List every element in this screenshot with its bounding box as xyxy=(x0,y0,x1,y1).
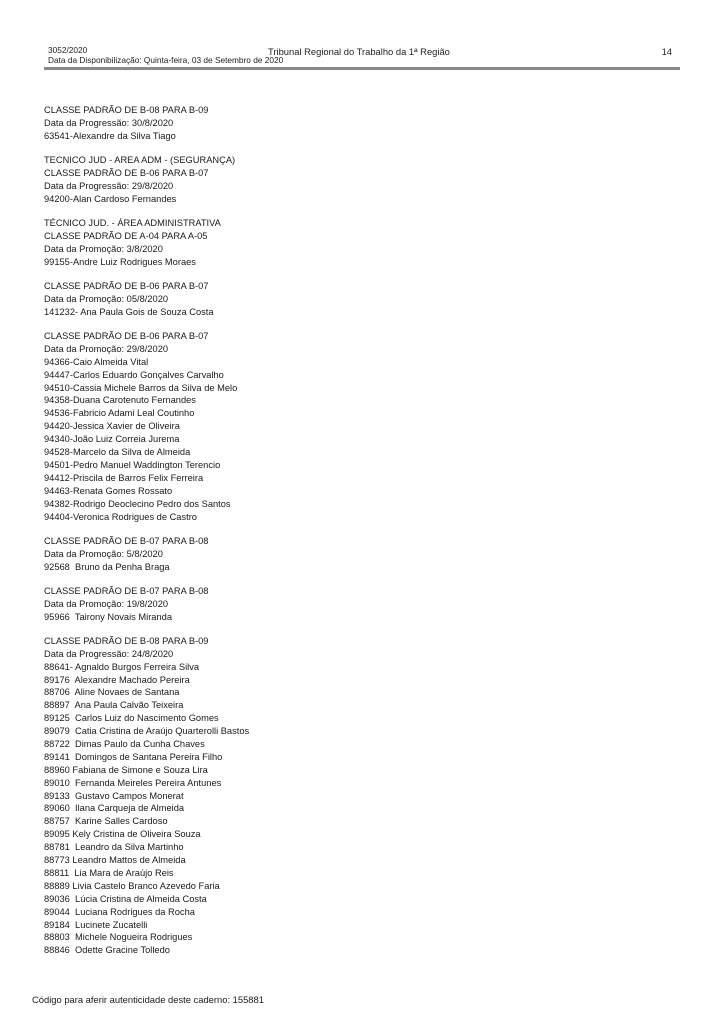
act-block xyxy=(44,635,644,957)
act-line: 94404-Veronica Rodrigues de Castro xyxy=(44,511,197,522)
court-name: Tribunal Regional do Trabalho da 1ª Região xyxy=(268,46,450,57)
act-block xyxy=(44,535,644,574)
act-line: Data da Promoção: 29/8/2020 xyxy=(44,343,169,354)
act-heading: TECNICO JUD - AREA ADM - (SEGURANÇA) xyxy=(44,155,236,166)
act-line: Data da Progressão: 30/8/2020 xyxy=(44,117,174,128)
act-block xyxy=(44,154,644,206)
act-line: Data da Promoção: 19/8/2020 xyxy=(44,598,169,609)
act-line: 92568 Bruno da Penha Braga xyxy=(44,561,170,572)
act-block xyxy=(44,585,644,624)
auth-code-footer: Código para aferir autenticidade deste caderno: 155881 xyxy=(32,994,264,1005)
act-line: 94463-Renata Gomes Rossato xyxy=(44,485,173,496)
act-block xyxy=(44,217,644,269)
act-line: 94412-Priscila de Barros Felix Ferreira xyxy=(44,472,204,483)
act-line: 99155-Andre Luiz Rodrigues Moraes xyxy=(44,256,196,267)
availability-date: Data da Disponibilização: Quinta-feira, 03 de Setembro de 2020 xyxy=(48,54,284,65)
act-line: 89176 Alexandre Machado Pereira xyxy=(44,674,190,685)
act-line: 94447-Carlos Eduardo Gonçalves Carvalho xyxy=(44,369,224,380)
act-line: 94382-Rodrigo Deoclecino Pedro dos Santos xyxy=(44,498,231,509)
act-line: 89079 Catia Cristina de Araújo Quarterolli Bastos xyxy=(44,726,250,737)
act-line: 89095 Kely Cristina de Oliveira Souza xyxy=(44,829,201,840)
act-line: Data da Progressão: 29/8/2020 xyxy=(44,180,174,191)
act-line: 94510-Cassia Michele Barros da Silva de Melo xyxy=(44,382,238,393)
act-line: 88960 Fabiana de Simone e Souza Lira xyxy=(44,764,208,775)
act-line: 94200-Alan Cardoso Fernandes xyxy=(44,193,177,204)
act-heading: CLASSE PADRÃO DE B-07 PARA B-08 xyxy=(44,535,209,546)
header-meta xyxy=(48,46,283,65)
act-line: CLASSE PADRÃO DE B-06 PARA B-07 xyxy=(44,167,209,178)
edition-number: 3052/2020 xyxy=(48,45,88,55)
act-line: 89044 Luciana Rodrigues da Rocha xyxy=(44,906,195,917)
act-line: 89036 Lúcia Cristina de Almeida Costa xyxy=(44,893,207,904)
document-body xyxy=(44,104,644,969)
act-line: 89125 Carlos Luiz do Nascimento Gomes xyxy=(44,713,219,724)
page-number: 14 xyxy=(661,46,672,57)
act-block xyxy=(44,104,644,143)
act-heading: CLASSE PADRÃO DE B-07 PARA B-08 xyxy=(44,585,209,596)
act-line: Data da Promoção: 3/8/2020 xyxy=(44,243,163,254)
act-line: Data da Promoção: 05/8/2020 xyxy=(44,293,169,304)
act-line: 94536-Fabricio Adami Leal Coutinho xyxy=(44,408,195,419)
act-heading: TÉCNICO JUD. - ÁREA ADMINISTRATIVA xyxy=(44,218,221,229)
act-line: 88706 Aline Novaes de Santana xyxy=(44,687,180,698)
act-line: 88781 Leandro da Silva Martinho xyxy=(44,842,184,853)
act-heading: CLASSE PADRÃO DE B-06 PARA B-07 xyxy=(44,331,209,342)
act-line: 94501-Pedro Manuel Waddington Terencio xyxy=(44,459,221,470)
act-line: 94366-Caio Almeida Vital xyxy=(44,356,149,367)
act-line: 94340-João Luiz Correia Jurema xyxy=(44,434,180,445)
act-line: 89010 Fernanda Meireles Pereira Antunes xyxy=(44,777,222,788)
act-block xyxy=(44,280,644,319)
act-line: 88889 Livia Castelo Branco Azevedo Faria xyxy=(44,880,220,891)
act-line: 88811 Lia Mara de Araújo Reis xyxy=(44,867,174,878)
act-line: 89184 Lucinete Zucatelli xyxy=(44,919,148,930)
act-line: 88897 Ana Paula Calvão Teixeira xyxy=(44,700,184,711)
act-line: 94528-Marcelo da Silva de Almeida xyxy=(44,447,191,458)
act-line: 88773 Leandro Mattos de Almeida xyxy=(44,855,186,866)
act-line: Data da Promoção: 5/8/2020 xyxy=(44,548,163,559)
act-line: CLASSE PADRÃO DE A-04 PARA A-05 xyxy=(44,230,208,241)
act-line: 63541-Alexandre da Silva Tiago xyxy=(44,130,176,141)
header-divider xyxy=(44,67,680,70)
act-line: 94420-Jessica Xavier de Oliveira xyxy=(44,421,180,432)
act-line: 94358-Duana Carotenuto Fernandes xyxy=(44,395,196,406)
act-heading: CLASSE PADRÃO DE B-06 PARA B-07 xyxy=(44,280,209,291)
act-line: 88641- Agnaldo Burgos Ferreira Silva xyxy=(44,661,200,672)
act-heading: CLASSE PADRÃO DE B-08 PARA B-09 xyxy=(44,635,209,646)
act-line: 89141 Domingos de Santana Pereira Filho xyxy=(44,751,223,762)
act-line: 141232- Ana Paula Gois de Souza Costa xyxy=(44,306,214,317)
act-line: 88803 Michele Nogueira Rodrigues xyxy=(44,932,193,943)
act-block xyxy=(44,330,644,523)
act-line: 88846 Odette Gracine Tolledo xyxy=(44,945,170,956)
act-heading: CLASSE PADRÃO DE B-08 PARA B-09 xyxy=(44,105,209,115)
act-line: 88722 Dimas Paulo da Cunha Chaves xyxy=(44,739,205,750)
act-line: 89133 Gustavo Campos Monerat xyxy=(44,790,184,801)
act-line: 95966 Tairony Novais Miranda xyxy=(44,611,172,622)
act-line: 89060 Ilana Carqueja de Almeida xyxy=(44,803,185,814)
act-line: Data da Progressão: 24/8/2020 xyxy=(44,648,174,659)
act-line: 88757 Karine Salles Cardoso xyxy=(44,816,168,827)
